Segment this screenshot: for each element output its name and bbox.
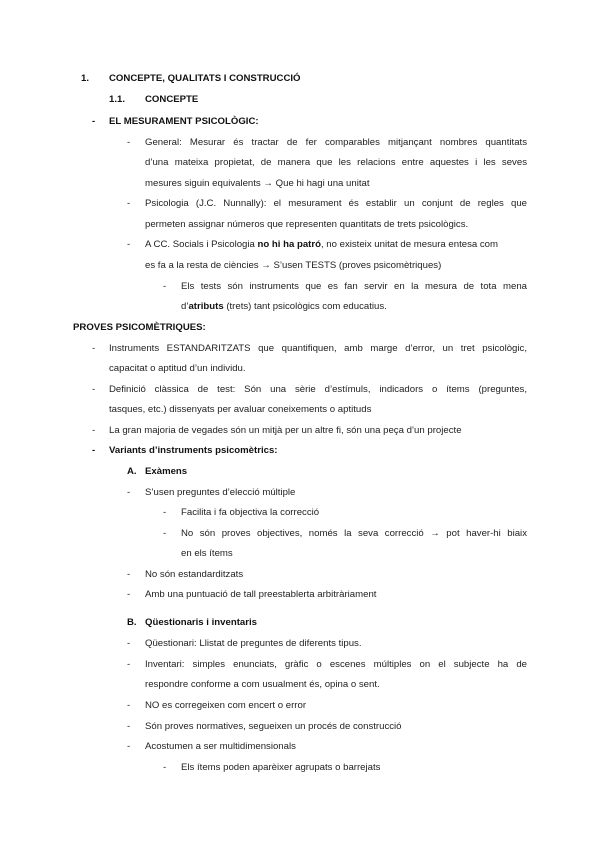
subsection-number: 1.1. <box>109 94 126 105</box>
bullet-dash: - <box>127 589 131 600</box>
bullet-dash: - <box>163 528 167 539</box>
examens-title: Exàmens <box>145 466 188 477</box>
general-line-3: mesures siguin equivalents → Que hi hagi una unitat <box>145 178 370 189</box>
definicio-line-2: tasques, etc.) dissenyats per avaluar coneixements o aptituds <box>109 404 372 415</box>
proves-title: PROVES PSICOMÈTRIQUES: <box>73 322 206 333</box>
questionaris-item-3: NO es corregeixen com encert o error <box>145 700 307 711</box>
questionaris-sub-1: Els ítems poden aparèixer agrupats o barrejats <box>181 762 381 773</box>
cc-text-bold: no hi ha patró <box>257 239 321 250</box>
bullet-dash: - <box>127 638 131 649</box>
examens-sub-2-line-1: No són proves objectives, només la seva correcció → pot haver-hi biaix <box>181 528 527 539</box>
bullet-dash: - <box>127 721 131 732</box>
examens-item-3: Amb una puntuació de tall preestablerta arbitràriament <box>145 589 377 600</box>
general-line-2: d’una mateixa propietat, de manera que les relacions entre aquestes i les seves <box>145 157 527 168</box>
cc-text-post: , no existeix unitat de mesura entesa com <box>320 239 498 250</box>
bullet-dash: - <box>92 116 96 127</box>
bullet-dash: - <box>92 425 96 436</box>
mesurament-title: EL MESURAMENT PSICOLÒGIC: <box>109 116 259 127</box>
bullet-dash: - <box>163 762 167 773</box>
cc-line-1 <box>145 239 498 251</box>
bullet-dash: - <box>127 487 131 498</box>
tests-text-post: (trets) tant psicològics com educatius. <box>223 301 387 312</box>
examens-letter: A. <box>127 466 137 477</box>
definicio-line-1: Definició clàssica de test: Són una sèrie d’estímuls, indicadors o ítems (preguntes, <box>109 384 527 395</box>
questionaris-item-2-line-2: respondre conforme a com usualment és, opina o sent. <box>145 679 380 690</box>
questionaris-item-5: Acostumen a ser multidimensionals <box>145 741 296 752</box>
examens-sub-2-line-2: en els ítems <box>181 548 233 559</box>
section-title: CONCEPTE, QUALITATS I CONSTRUCCIÓ <box>109 73 301 84</box>
bullet-dash: - <box>92 445 96 456</box>
bullet-dash: - <box>127 700 131 711</box>
section-number: 1. <box>81 73 90 84</box>
bullet-dash: - <box>127 239 131 250</box>
questionaris-letter: B. <box>127 617 137 628</box>
questionaris-item-4: Són proves normatives, segueixen un procés de construcció <box>145 721 402 732</box>
subsection-title: CONCEPTE <box>145 94 199 105</box>
bullet-dash: - <box>163 281 167 292</box>
examens-item-1: S’usen preguntes d’elecció múltiple <box>145 487 296 498</box>
psicologia-line-1: Psicologia (J.C. Nunnally): el mesurament és establir un conjunt de regles que <box>145 198 527 209</box>
tests-line-2 <box>181 301 387 313</box>
bullet-dash: - <box>127 659 131 670</box>
cc-line-2: es fa a la resta de ciències → S’usen TESTS (proves psicomètriques) <box>145 260 442 271</box>
variants-title: Variants d’instruments psicomètrics: <box>109 445 278 456</box>
instruments-line-1: Instruments ESTANDARITZATS que quantifiquen, amb marge d’error, un tret psicològic, <box>109 343 527 354</box>
majoria-line: La gran majoria de vegades són un mitjà per un altre fi, són una peça d’un projecte <box>109 425 462 436</box>
bullet-dash: - <box>127 137 131 148</box>
tests-text-bold: atributs <box>188 301 224 312</box>
general-line-1: General: Mesurar és tractar de fer comparables mitjançant nombres quantitats <box>145 137 527 148</box>
bullet-dash: - <box>163 507 167 518</box>
examens-sub-1: Facilita i fa objectiva la correcció <box>181 507 320 518</box>
tests-line-1: Els tests són instruments que es fan servir en la mesura de tota mena <box>181 281 527 292</box>
bullet-dash: - <box>127 198 131 209</box>
bullet-dash: - <box>127 741 131 752</box>
questionaris-title: Qüestionaris i inventaris <box>145 617 257 628</box>
examens-item-2: No són estandarditzats <box>145 569 244 580</box>
tests-text-pre: d’ <box>181 301 189 312</box>
bullet-dash: - <box>127 569 131 580</box>
bullet-dash: - <box>92 384 96 395</box>
cc-text-pre: A CC. Socials i Psicologia <box>145 239 258 250</box>
bullet-dash: - <box>92 343 96 354</box>
psicologia-line-2: permeten assignar números que representen quantitats de trets psicològics. <box>145 219 469 230</box>
questionaris-item-2-line-1: Inventari: simples enunciats, gràfic o escenes múltiples on el subjecte ha de <box>145 659 527 670</box>
instruments-line-2: capacitat o aptitud d’un individu. <box>109 363 246 374</box>
questionaris-item-1: Qüestionari: Llistat de preguntes de diferents tipus. <box>145 638 362 649</box>
